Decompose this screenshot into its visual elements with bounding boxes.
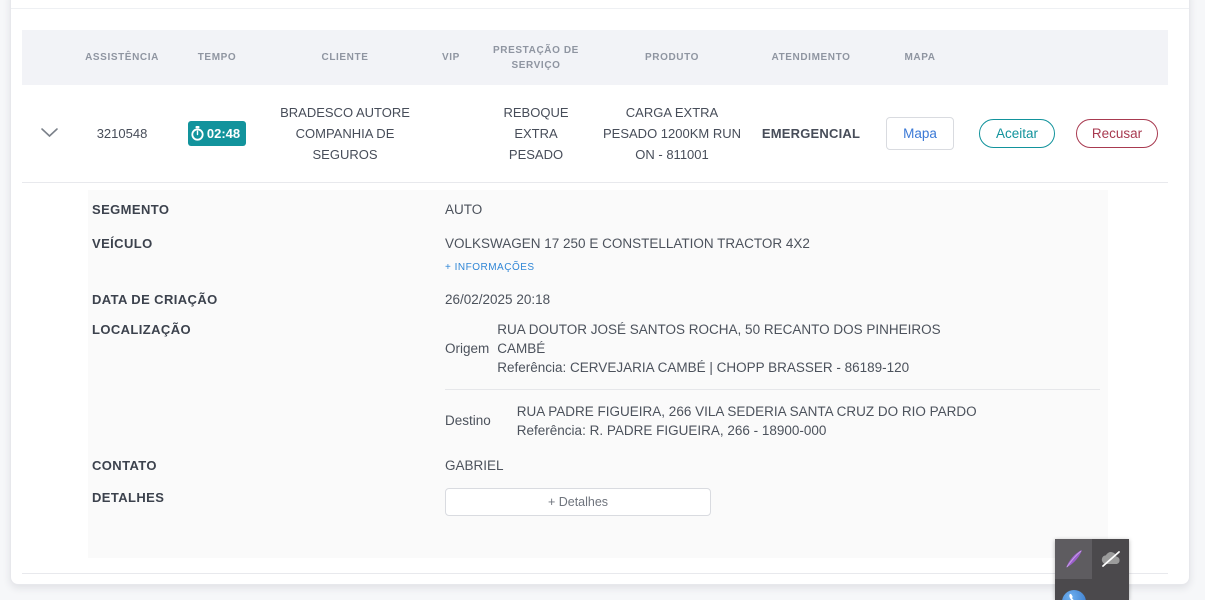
mapa-button[interactable]: Mapa bbox=[886, 117, 954, 150]
detalhes-label: DETALHES bbox=[92, 490, 165, 505]
cliente-name: BRADESCO AUTORE COMPANHIA DE SEGUROS bbox=[280, 105, 410, 162]
veiculo-value: VOLKSWAGEN 17 250 E CONSTELLATION TRACTOR 4X2 bbox=[445, 236, 810, 251]
origem-label: Origem bbox=[445, 340, 490, 356]
stopwatch-icon bbox=[191, 126, 204, 141]
details-panel bbox=[88, 190, 1108, 558]
col-cliente: CLIENTE bbox=[321, 52, 369, 63]
segmento-label: SEGMENTO bbox=[92, 202, 170, 217]
cell-prestacao-servico bbox=[478, 102, 594, 165]
col-produto: PRODUTO bbox=[644, 52, 700, 63]
phone-icon bbox=[1062, 590, 1086, 600]
origem-block bbox=[445, 320, 1100, 377]
destino-address: RUA PADRE FIGUEIRA, 266 VILA SEDERIA SANTA CRUZ DO RIO PARDO bbox=[516, 404, 977, 419]
detail-row-localizacao bbox=[88, 320, 1108, 440]
capture-widget-row2 bbox=[1055, 579, 1129, 600]
col-tempo: TEMPO bbox=[197, 52, 237, 63]
origem-address: RUA DOUTOR JOSÉ SANTOS ROCHA, 50 RECANTO DOS PINHEIROS CAMBÉ bbox=[497, 322, 941, 356]
col-atendimento: ATENDIMENTO bbox=[771, 52, 851, 63]
cell-atendimento: EMERGENCIAL bbox=[761, 126, 861, 141]
detail-row-segmento bbox=[88, 200, 1108, 228]
detail-row-contato bbox=[88, 456, 1108, 482]
cloud-off-button[interactable] bbox=[1092, 539, 1129, 579]
col-mapa: MAPA bbox=[904, 52, 936, 63]
cell-mapa bbox=[872, 117, 968, 150]
destino-block bbox=[445, 402, 1100, 440]
detail-row-detalhes bbox=[88, 488, 1108, 516]
detalhes-value-block bbox=[445, 488, 711, 516]
feather-icon bbox=[1062, 547, 1086, 571]
detail-row-veiculo bbox=[88, 234, 1108, 278]
col-assistencia: ASSISTÊNCIA bbox=[85, 52, 159, 63]
table-header bbox=[22, 30, 1168, 85]
timer-badge bbox=[188, 121, 246, 146]
detalhes-button[interactable]: + Detalhes bbox=[445, 488, 711, 516]
prestacao-servico-value: REBOQUE EXTRA PESADO bbox=[503, 105, 569, 162]
cell-cliente bbox=[266, 102, 424, 165]
expand-row-button[interactable] bbox=[22, 123, 76, 144]
detail-row-data-criacao bbox=[88, 290, 1108, 316]
table-row bbox=[22, 85, 1168, 183]
contato-label: CONTATO bbox=[92, 458, 157, 473]
recusar-button[interactable]: Recusar bbox=[1076, 119, 1158, 148]
cell-aceitar bbox=[968, 119, 1066, 148]
destino-referencia: Referência: R. PADRE FIGUEIRA, 266 - 18900-000 bbox=[516, 423, 827, 438]
data-criacao-value: 26/02/2025 20:18 bbox=[445, 292, 551, 307]
cell-produto bbox=[594, 102, 750, 165]
col-vip: VIP bbox=[442, 52, 460, 63]
origem-referencia: Referência: CERVEJARIA CAMBÉ | CHOPP BRASSER - 86189-120 bbox=[497, 360, 910, 375]
destino-label: Destino bbox=[445, 413, 491, 428]
feather-tool-button[interactable] bbox=[1055, 539, 1092, 579]
cell-recusar bbox=[1066, 119, 1168, 148]
chevron-down-icon bbox=[40, 123, 59, 144]
contato-value: GABRIEL bbox=[445, 458, 504, 473]
data-criacao-label: DATA DE CRIAÇÃO bbox=[92, 292, 218, 307]
col-prestacao-servico bbox=[478, 43, 594, 73]
aceitar-button[interactable]: Aceitar bbox=[979, 119, 1055, 148]
veiculo-label: VEÍCULO bbox=[92, 236, 153, 251]
segmento-value: AUTO bbox=[445, 202, 483, 217]
origem-destino-divider bbox=[445, 389, 1100, 390]
destino-text bbox=[517, 402, 977, 440]
capture-widget bbox=[1055, 539, 1129, 600]
origem-text bbox=[497, 320, 942, 377]
localizacao-value-block bbox=[445, 320, 1100, 440]
cloud-off-icon bbox=[1100, 550, 1122, 568]
col-prestacao-servico-label: PRESTAÇÃO DE SERVIÇO bbox=[493, 44, 579, 71]
informacoes-link[interactable]: + INFORMAÇÕES bbox=[445, 262, 535, 273]
capture-widget-row bbox=[1055, 539, 1129, 579]
phone-button[interactable] bbox=[1055, 579, 1092, 600]
top-divider bbox=[11, 8, 1189, 9]
cell-assistencia: 3210548 bbox=[96, 126, 148, 141]
cell-tempo bbox=[168, 121, 266, 146]
veiculo-value-block bbox=[445, 234, 810, 278]
bottom-divider bbox=[22, 573, 1168, 574]
timer-value: 02:48 bbox=[206, 126, 241, 141]
produto-value: CARGA EXTRA PESADO 1200KM RUN ON - 811001 bbox=[603, 105, 741, 162]
localizacao-label: LOCALIZAÇÃO bbox=[92, 322, 191, 337]
